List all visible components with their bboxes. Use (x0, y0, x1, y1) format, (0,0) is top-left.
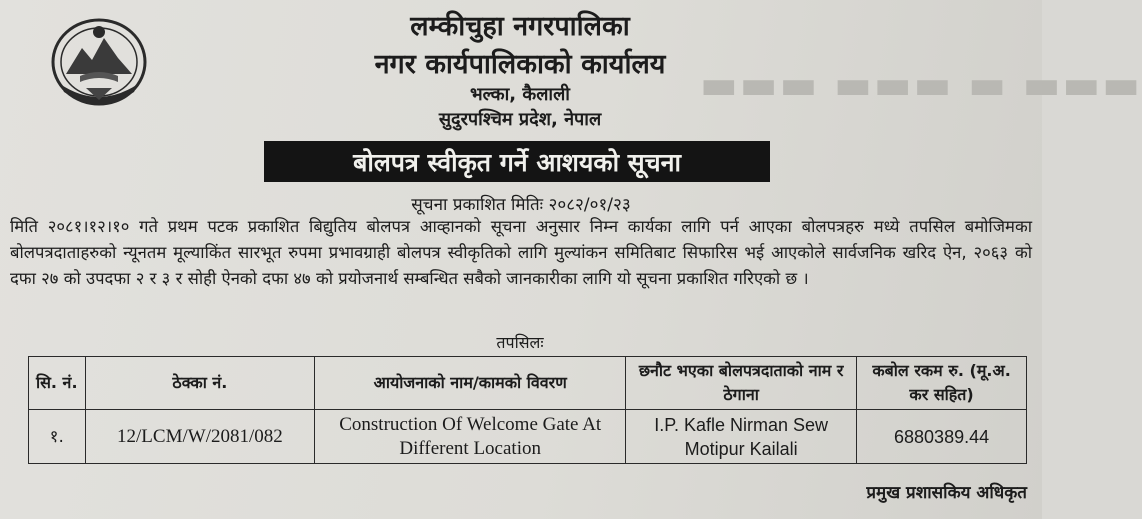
col-contract-number: ठेक्का नं. (85, 357, 315, 410)
notice-body: मिति २०८१।१२।१० गते प्रथम पटक प्रकाशित बिद्युतिय बोलपत्र आव्हानको सूचना अनुसार निम्न कार्यका लागि पर्न आएका बोलपत्रहरु मध्ये तपसिल बमोजिमका बोलपत्रदाताहरुको न्यूनतम मूल्याकिंत सारभूत रुपमा प्रभावग्राही बोलपत्र स्वीकृतिको लागि मुल्यांकन समितिबाट सिफारिस भई आएकोले सार्वजनिक खरिद ऐन, २०६३ को दफा २७ को उपदफा २ र ३ र सोही ऐनको दफा ४७ को प्रयोजनार्थ सम्बन्धित सबैको जानकारीका लागि यो सूचना प्रकाशित गरिएको छ । (10, 217, 1032, 288)
address-line-2: सुदुरपश्चिम प्रदेश, नेपाल (438, 109, 602, 130)
cell-serial-number: १. (29, 410, 86, 464)
cell-bid-amount: 6880389.44 (857, 410, 1027, 464)
notice-title: बोलपत्र स्वीकृत गर्ने आशयको सूचना (353, 147, 681, 177)
col-serial-number: सि. नं. (29, 357, 86, 410)
signatory-title: प्रमुख प्रशासकिय अधिकृत (866, 483, 1027, 503)
nepal-government-emblem-icon (46, 12, 152, 108)
municipality-name: लम्कीचुहा नगरपालिका (410, 11, 630, 42)
table-header-row (29, 357, 1027, 410)
col-bid-amount: कबोल रकम रु. (मू.अ. कर सहित) (857, 357, 1027, 410)
published-date: सूचना प्रकाशित मितिः २०८२/०१/२३ (411, 195, 631, 215)
table-row (29, 410, 1027, 464)
col-project-description: आयोजनाको नाम/कामको विवरण (315, 357, 626, 410)
cell-contract-number: 12/LCM/W/2081/082 (85, 410, 315, 464)
notice-title-banner (264, 141, 770, 182)
bleed-through-print: ▬▬▬ ▬▬▬ ▬ ▬▬▬ (700, 62, 1142, 108)
office-name: नगर कार्यपालिकाको कार्यालय (374, 49, 666, 80)
contract-table (28, 356, 1027, 464)
cell-selected-bidder: I.P. Kafle Nirman Sew Motipur Kailali (626, 410, 857, 464)
address-line-1: भल्का, कैलाली (470, 84, 570, 105)
cell-project-description: Construction Of Welcome Gate At Different Location (315, 410, 626, 464)
table-caption: तपसिलः (496, 333, 544, 352)
col-selected-bidder: छनौट भएका बोलपत्रदाताको नाम र ठेगाना (626, 357, 857, 410)
